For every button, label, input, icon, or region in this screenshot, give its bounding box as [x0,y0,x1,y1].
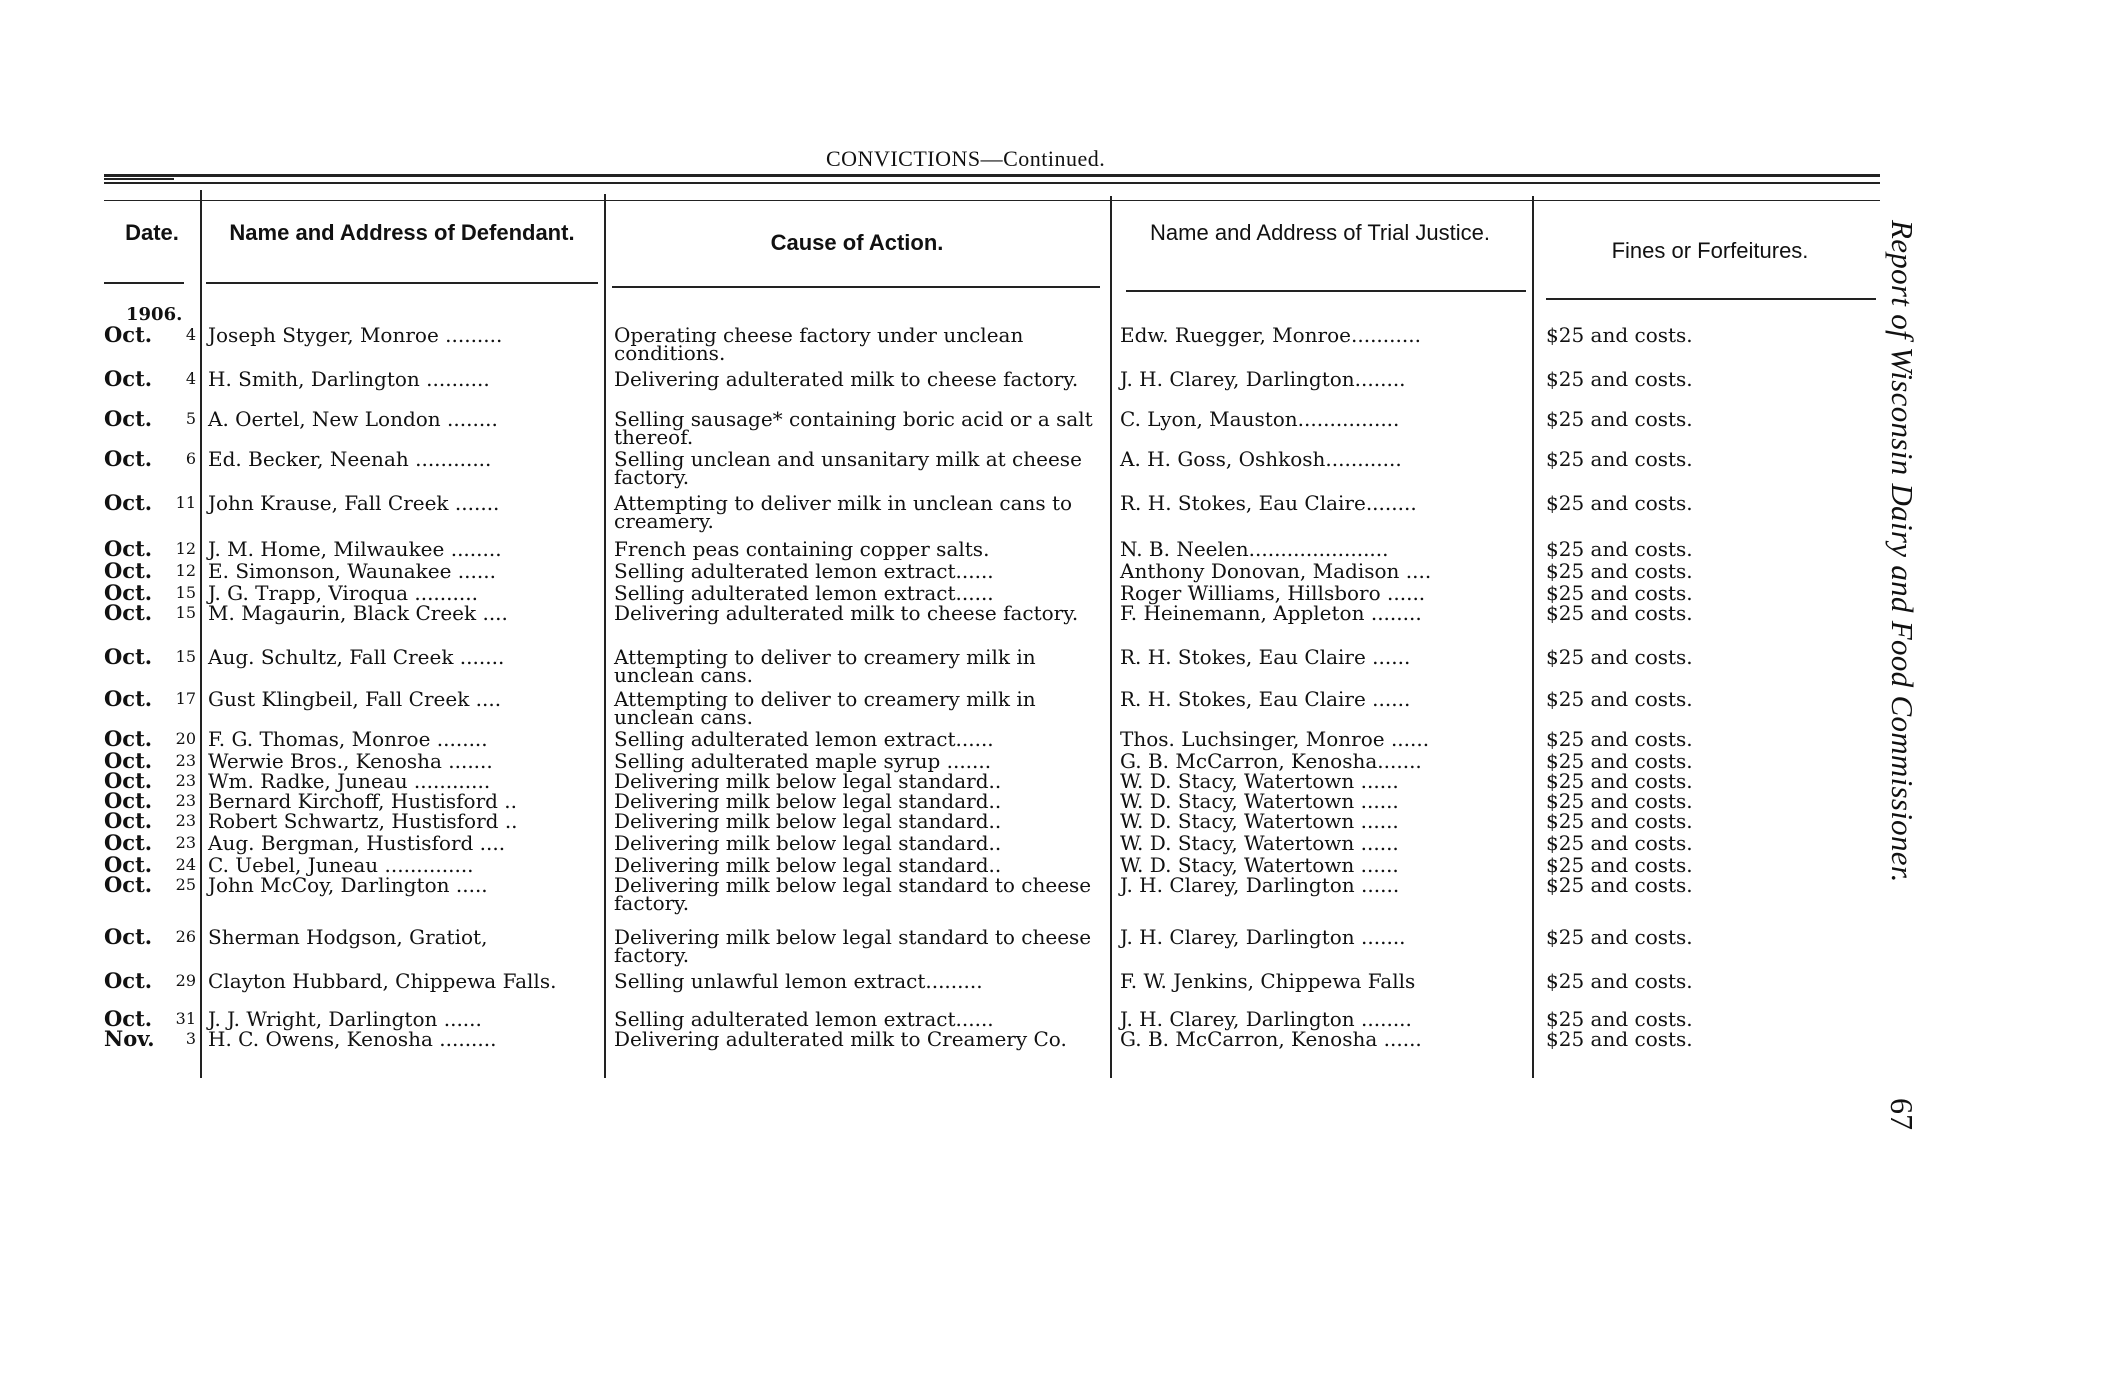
justice-cell: G. B. McCarron, Kenosha ...... [1120,1027,1422,1051]
fine-cell: $25 and costs. [1546,1027,1693,1051]
justice-cell: J. H. Clarey, Darlington........ [1120,367,1406,391]
date-month: Oct. [104,748,153,773]
justice-cell: J. H. Clarey, Darlington ...... [1120,873,1400,897]
fine-cell: $25 and costs. [1546,969,1693,993]
justice-cell: F. Heinemann, Appleton ........ [1120,601,1422,625]
date-month: Oct. [104,600,153,625]
date-day: 12 [175,539,196,558]
cause-cell: Selling unlawful lemon extract......... [614,969,983,993]
date-month: Oct. [104,726,153,751]
fine-cell: $25 and costs. [1546,809,1693,833]
date-month: Oct. [104,490,153,515]
date-day: 25 [175,875,196,894]
date-day: 15 [175,647,196,666]
date-day: 20 [175,729,196,748]
date-month: Oct. [104,808,153,833]
defendant-cell: C. Uebel, Juneau .............. [208,853,474,877]
header-date: Date. [125,220,179,245]
fine-cell: $25 and costs. [1546,1007,1693,1031]
defendant-cell: Ed. Becker, Neenah ............ [208,447,492,471]
date-month: Oct. [104,406,153,431]
defendant-cell: Clayton Hubbard, Chippewa Falls. [208,969,557,993]
fine-cell: $25 and costs. [1546,769,1693,793]
cause-cell: Delivering adulterated milk to cheese factory. [614,601,1079,625]
justice-cell: A. H. Goss, Oshkosh............ [1120,447,1402,471]
cause-cell: Attempting to deliver to creamery milk in unclean cans. [614,645,1036,687]
cause-cell: Attempting to deliver to creamery milk in unclean cans. [614,687,1036,729]
defendant-cell: Robert Schwartz, Hustisford .. [208,809,518,833]
cause-cell: Delivering adulterated milk to Creamery Co. [614,1027,1067,1051]
fine-cell: $25 and costs. [1546,491,1693,515]
defendant-cell: J. M. Home, Milwaukee ........ [208,537,502,561]
defendant-cell: Werwie Bros., Kenosha ....... [208,749,493,773]
cause-cell: Selling adulterated lemon extract...... [614,1007,994,1031]
date-month: Oct. [104,536,153,561]
justice-cell: Thos. Luchsinger, Monroe ...... [1120,727,1430,751]
cause-cell: Delivering milk below legal standard to cheese factory. [614,873,1092,915]
defendant-cell: Aug. Bergman, Hustisford .... [208,831,506,855]
date-month: Oct. [104,1006,153,1031]
fine-cell: $25 and costs. [1546,727,1693,751]
justice-cell: Anthony Donovan, Madison .... [1120,559,1432,583]
cause-cell: Selling adulterated lemon extract...... [614,727,994,751]
defendant-cell: J. J. Wright, Darlington ...... [208,1007,482,1031]
date-day: 29 [175,971,196,990]
header-defendant: Name and Address of Defendant. [229,220,575,245]
date-month: Oct. [104,852,153,877]
date-month: Oct. [104,558,153,583]
year-label: 1906. [126,304,183,325]
header-fines: Fines or Forfeitures. [1611,238,1809,263]
date-month: Oct. [104,788,153,813]
date-month: Oct. [104,446,153,471]
date-month: Oct. [104,644,153,669]
defendant-cell: Bernard Kirchoff, Hustisford .. [208,789,518,813]
cause-cell: Delivering milk below legal standard.. [614,769,1002,793]
fine-cell: $25 and costs. [1546,447,1693,471]
fine-cell: $25 and costs. [1546,687,1693,711]
date-day: 5 [185,409,196,428]
date-day: 24 [175,855,196,874]
fine-cell: $25 and costs. [1546,831,1693,855]
justice-cell: Roger Williams, Hillsboro ...... [1120,581,1426,605]
defendant-cell: John Krause, Fall Creek ....... [208,491,500,515]
justice-cell: W. D. Stacy, Watertown ...... [1120,809,1399,833]
defendant-cell: Gust Klingbeil, Fall Creek .... [208,687,502,711]
defendant-cell: A. Oertel, New London ........ [208,407,498,431]
cause-cell: Delivering milk below legal standard.. [614,853,1002,877]
date-day: 12 [175,561,196,580]
date-month: Oct. [104,366,153,391]
date-month: Oct. [104,968,153,993]
justice-cell: J. H. Clarey, Darlington ........ [1120,1007,1412,1031]
date-day: 6 [185,449,196,468]
justice-cell: C. Lyon, Mauston................ [1120,407,1400,431]
cause-cell: Delivering adulterated milk to cheese factory. [614,367,1079,391]
fine-cell: $25 and costs. [1546,559,1693,583]
defendant-cell: F. G. Thomas, Monroe ........ [208,727,488,751]
justice-cell: Edw. Ruegger, Monroe........... [1120,323,1421,347]
date-month: Oct. [104,872,153,897]
defendant-cell: E. Simonson, Waunakee ...... [208,559,496,583]
date-month: Oct. [104,322,153,347]
date-month: Oct. [104,924,153,949]
cause-cell: Delivering milk below legal standard to cheese factory. [614,925,1092,967]
cause-cell: French peas containing copper salts. [614,537,990,561]
defendant-cell: H. Smith, Darlington .......... [208,367,490,391]
defendant-cell: M. Magaurin, Black Creek .... [208,601,508,625]
defendant-cell: Wm. Radke, Juneau ............ [208,769,491,793]
date-month: Oct. [104,580,153,605]
defendant-cell: Joseph Styger, Monroe ......... [208,323,503,347]
date-day: 23 [175,751,196,770]
justice-cell: N. B. Neelen...................... [1120,537,1389,561]
fine-cell: $25 and costs. [1546,367,1693,391]
fine-cell: $25 and costs. [1546,537,1693,561]
justice-cell: J. H. Clarey, Darlington ....... [1120,925,1406,949]
date-day: 15 [175,583,196,602]
page-number: 67 [1884,1098,1920,1130]
fine-cell: $25 and costs. [1546,789,1693,813]
side-title: Report of Wisconsin Dairy and Food Commissioner. [1885,220,1920,883]
justice-cell: R. H. Stokes, Eau Claire ...... [1120,645,1411,669]
justice-cell: W. D. Stacy, Watertown ...... [1120,831,1399,855]
date-day: 4 [185,369,196,388]
justice-cell: R. H. Stokes, Eau Claire........ [1120,491,1417,515]
fine-cell: $25 and costs. [1546,581,1693,605]
cause-cell: Delivering milk below legal standard.. [614,831,1002,855]
cause-cell: Selling unclean and unsanitary milk at cheese factory. [614,447,1082,489]
date-day: 17 [175,689,196,708]
date-day: 3 [185,1029,196,1048]
cause-cell: Selling adulterated lemon extract...... [614,581,994,605]
date-day: 23 [175,811,196,830]
cause-cell: Selling sausage* containing boric acid or a salt thereof. [614,407,1093,449]
justice-cell: W. D. Stacy, Watertown ...... [1120,853,1399,877]
date-day: 26 [175,927,196,946]
date-month: Oct. [104,768,153,793]
cause-cell: Delivering milk below legal standard.. [614,809,1002,833]
date-day: 31 [175,1009,196,1028]
defendant-cell: J. G. Trapp, Viroqua .......... [208,581,478,605]
justice-cell: G. B. McCarron, Kenosha....... [1120,749,1422,773]
fine-cell: $25 and costs. [1546,925,1693,949]
fine-cell: $25 and costs. [1546,873,1693,897]
date-day: 23 [175,791,196,810]
fine-cell: $25 and costs. [1546,323,1693,347]
defendant-cell: John McCoy, Darlington ..... [208,873,488,897]
cause-cell: Attempting to deliver milk in unclean cans to creamery. [614,491,1073,533]
date-day: 11 [175,493,196,512]
header-justice: Name and Address of Trial Justice. [1150,220,1490,245]
fine-cell: $25 and costs. [1546,749,1693,773]
defendant-cell: Sherman Hodgson, Gratiot, [208,925,488,949]
page-title: CONVICTIONS—Continued. [826,146,1106,171]
justice-cell: F. W. Jenkins, Chippewa Falls [1120,969,1416,993]
cause-cell: Delivering milk below legal standard.. [614,789,1002,813]
fine-cell: $25 and costs. [1546,853,1693,877]
date-month: Oct. [104,686,153,711]
date-month: Oct. [104,830,153,855]
cause-cell: Selling adulterated maple syrup ....... [614,749,992,773]
date-month: Nov. [104,1026,155,1051]
fine-cell: $25 and costs. [1546,601,1693,625]
justice-cell: W. D. Stacy, Watertown ...... [1120,769,1399,793]
date-day: 23 [175,833,196,852]
date-day: 15 [175,603,196,622]
date-day: 23 [175,771,196,790]
fine-cell: $25 and costs. [1546,407,1693,431]
justice-cell: R. H. Stokes, Eau Claire ...... [1120,687,1411,711]
fine-cell: $25 and costs. [1546,645,1693,669]
cause-cell: Selling adulterated lemon extract...... [614,559,994,583]
defendant-cell: Aug. Schultz, Fall Creek ....... [208,645,505,669]
cause-cell: Operating cheese factory under unclean conditions. [614,323,1024,365]
defendant-cell: H. C. Owens, Kenosha ......... [208,1027,497,1051]
header-cause: Cause of Action. [770,230,944,255]
date-day: 4 [185,325,196,344]
justice-cell: W. D. Stacy, Watertown ...... [1120,789,1399,813]
